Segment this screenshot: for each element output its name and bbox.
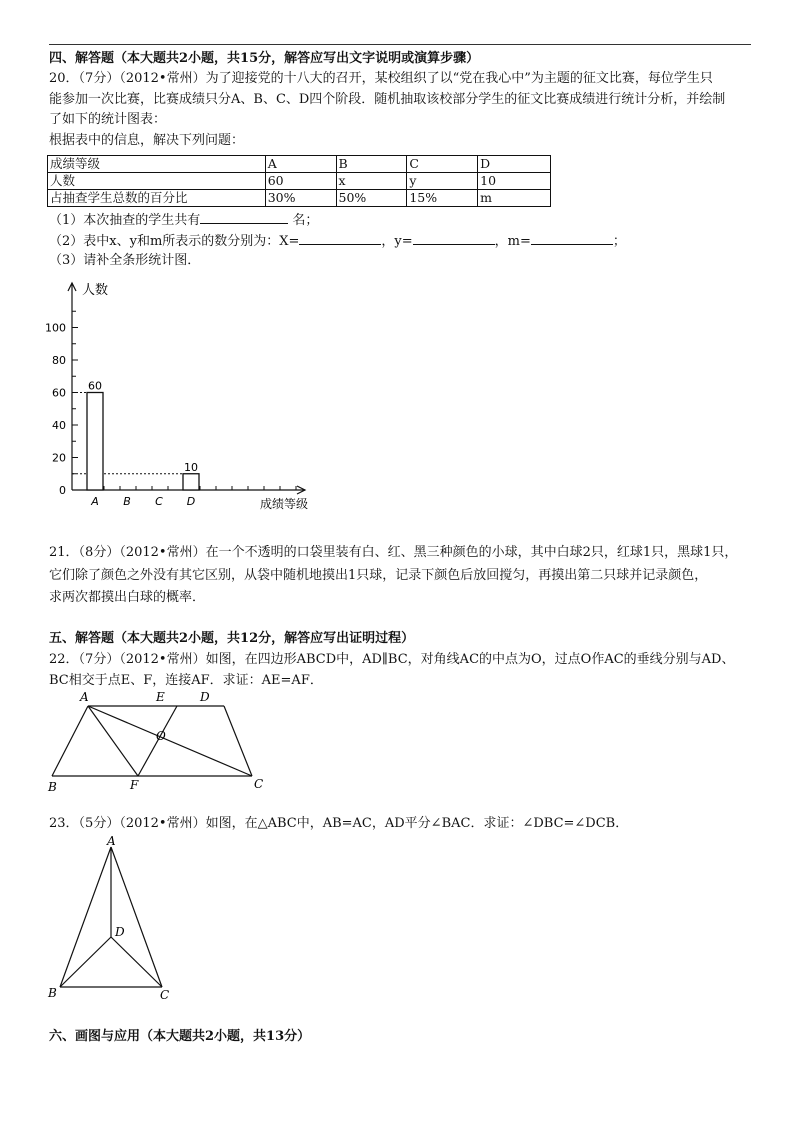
q22-figure xyxy=(40,688,280,798)
label-E: E xyxy=(156,690,165,704)
label-C: C xyxy=(254,777,264,791)
label-C: C xyxy=(160,988,170,1002)
q20-sub1: （1）本次抽查的学生共有 名； xyxy=(49,209,754,232)
x-tick-label: D xyxy=(186,495,196,508)
section4-title: 四、解答题（本大题共2小题，共15分，解答应写出文字说明或演算步骤） xyxy=(49,51,480,66)
segment-DC xyxy=(111,937,162,987)
label-F: F xyxy=(130,778,139,792)
x-tick-label: C xyxy=(155,495,163,508)
table-cell: m xyxy=(478,190,551,207)
chart-ticks xyxy=(45,311,296,497)
table-cell: 30% xyxy=(265,190,336,207)
table-row xyxy=(48,173,551,190)
table-cell: 人数 xyxy=(48,173,266,190)
x-tick-label: A xyxy=(91,495,99,508)
table-cell: 成绩等级 xyxy=(48,156,266,173)
q21-line2: 它们除了颜色之外没有其它区别，从袋中随机地摸出1只球，记录下颜色后放回搅匀，再摸出第二只球并记录颜色， xyxy=(49,567,708,583)
table-cell: 占抽查学生总数的百分比 xyxy=(48,190,266,207)
label-A: A xyxy=(107,835,116,848)
q20-line1: 20．（7分）（2012•常州）为了迎接党的十八大的召开，某校组织了以“党在我心中”为主题的征文比赛，每位学生只 xyxy=(49,71,713,86)
table-cell: y xyxy=(407,173,478,190)
table-cell: 10 xyxy=(478,173,551,190)
table-cell: 60 xyxy=(265,173,336,190)
y-tick-label: 40 xyxy=(52,419,66,432)
bar-value-label: 10 xyxy=(184,460,198,474)
q21-text xyxy=(49,543,754,609)
bar-chart xyxy=(40,275,360,525)
chart-bars xyxy=(87,393,199,491)
table-cell: A xyxy=(265,156,336,173)
y-tick-label: 100 xyxy=(45,321,66,335)
label-O: O xyxy=(156,729,166,743)
q22-line1: 22．（7分）（2012•常州）如图，在四边形ABCD中，AD∥BC，对角线AC的中点为O，过点O作AC的垂线分别与AD、 xyxy=(49,652,735,667)
edge-AC xyxy=(111,847,162,987)
section6-title: 六、画图与应用（本大题共2小题，共13分） xyxy=(49,1029,311,1044)
answer-blank-y xyxy=(413,230,495,245)
table-cell: C xyxy=(407,156,478,173)
label-B: B xyxy=(48,780,57,794)
q20-sub3: （3）请补全条形统计图． xyxy=(49,253,201,268)
edge-BA xyxy=(52,706,88,776)
label-B: B xyxy=(48,986,57,1000)
section5-title: 五、解答题（本大题共2小题，共12分，解答应写出证明过程） xyxy=(49,631,415,646)
answer-blank-total xyxy=(200,209,288,224)
label-D: D xyxy=(200,690,210,704)
q21-line1: 21．（8分）（2012•常州）在一个不透明的口袋里装有白、红、黑三种颜色的小球，其中白球2只，红球1只，黑球1只， xyxy=(49,545,738,560)
segment-DB xyxy=(60,937,111,987)
answer-blank-m xyxy=(531,230,613,245)
q20-text xyxy=(49,69,754,151)
x-axis-title: 成绩等级 xyxy=(260,497,309,511)
edge-AB xyxy=(60,847,111,987)
label-A: A xyxy=(80,690,89,704)
y-tick-label: 20 xyxy=(52,451,66,465)
bar xyxy=(87,393,103,491)
table-cell: D xyxy=(478,156,551,173)
y-tick-label: 0 xyxy=(59,484,66,497)
y-axis-title: 人数 xyxy=(82,283,109,298)
table-cell: 15% xyxy=(407,190,478,207)
y-tick-label: 60 xyxy=(52,386,66,400)
q20-line3: 了如下的统计图表： xyxy=(49,112,167,127)
table-cell: x xyxy=(336,173,407,190)
q23-figure xyxy=(40,835,190,1005)
q23-line1: 23．（5分）（2012•常州）如图，在△ABC中，AB=AC，AD平分∠BAC．求证：∠DBC=∠DCB． xyxy=(49,816,629,831)
table-row xyxy=(48,190,551,207)
bar-value-label: 60 xyxy=(88,379,102,393)
q21-line3: 求两次都摸出白球的概率． xyxy=(49,590,206,605)
answer-blank-x xyxy=(299,230,381,245)
table-cell: 50% xyxy=(336,190,407,207)
q22-text xyxy=(49,650,754,691)
q20-line2: 能参加一次比赛，比赛成绩只分A、B、C、D四个阶段．随机抽取该校部分学生的征文比赛成绩进行统计分析，并绘制 xyxy=(49,91,726,107)
stats-table xyxy=(47,155,551,207)
top-rule xyxy=(49,44,751,45)
q20-sub2: （2）表中x、y和m所表示的数分别为：X= ，y= ，m= ； xyxy=(49,230,754,253)
label-D: D xyxy=(115,925,125,939)
q22-line2: BC相交于点E、F，连接AF．求证：AE=AF． xyxy=(49,672,323,688)
table-cell: B xyxy=(336,156,407,173)
q20-line4: 根据表中的信息，解决下列问题： xyxy=(49,132,245,148)
x-tick-label: B xyxy=(123,495,131,508)
y-tick-label: 80 xyxy=(52,354,66,367)
table-header-row xyxy=(48,156,551,173)
bar xyxy=(183,474,199,490)
